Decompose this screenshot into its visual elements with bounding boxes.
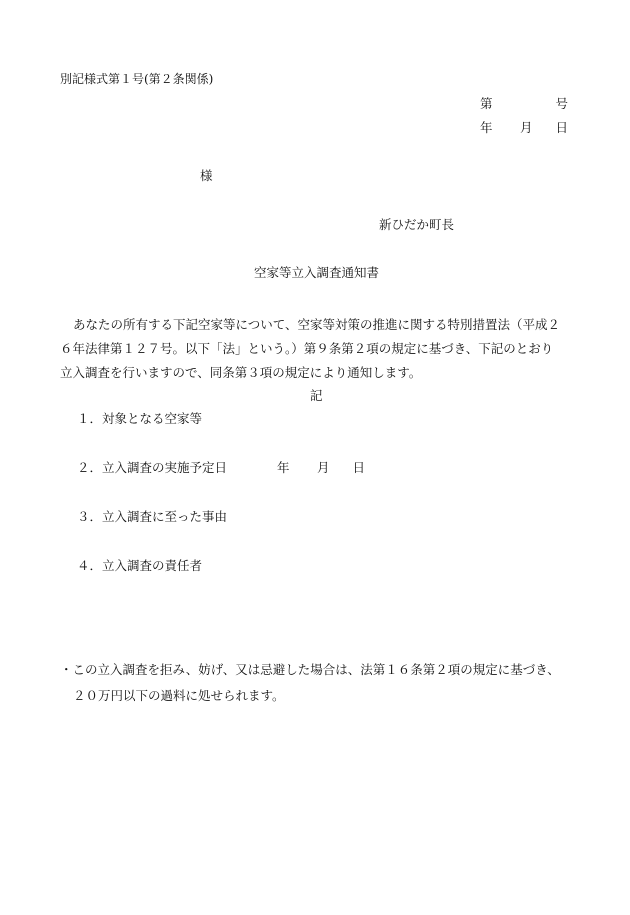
issue-date-year: 年 (480, 120, 493, 135)
body-line: 立入調査を行いますので、同条第３項の規定により通知します。 (60, 365, 422, 380)
addressee-honorific: 様 (200, 168, 213, 183)
scheduled-date-day: 日 (352, 460, 365, 475)
body-paragraph (60, 313, 580, 385)
form-label: 別記様式第１号(第２条関係) (60, 72, 214, 86)
document-title: 空家等立入調査通知書 (254, 265, 380, 280)
item-reason: ３．立入調査に至った事由 (77, 509, 228, 524)
item-target-vacant-house: １．対象となる空家等 (77, 411, 203, 426)
scheduled-date-month: 月 (317, 460, 330, 475)
body-line: あなたの所有する下記空家等について、空家等対策の推進に関する特別措置法（平成２ (73, 317, 561, 332)
issuer-name: 新ひだか町長 (379, 217, 455, 232)
document-number-suffix: 号 (555, 96, 568, 111)
item-responsible-person: ４．立入調査の責任者 (77, 558, 203, 573)
issue-date-day: 日 (555, 120, 568, 135)
notice-line: ・この立入調査を拒み、妨げ、又は忌避した場合は、法第１６条第２項の規定に基づき、 (60, 662, 560, 677)
document-number-prefix: 第 (480, 96, 493, 111)
ki-heading: 記 (310, 388, 323, 403)
scheduled-date-year: 年 (277, 460, 290, 475)
notice-line: ２０万円以下の過料に処せられます。 (73, 688, 285, 703)
issue-date-month: 月 (520, 120, 533, 135)
item-scheduled-date: ２．立入調査の実施予定日 (77, 460, 228, 475)
penalty-notice (60, 657, 600, 709)
body-line: ６年法律第１２７号。以下「法」という。）第９条第２項の規定に基づき、下記のとおり (60, 341, 554, 356)
